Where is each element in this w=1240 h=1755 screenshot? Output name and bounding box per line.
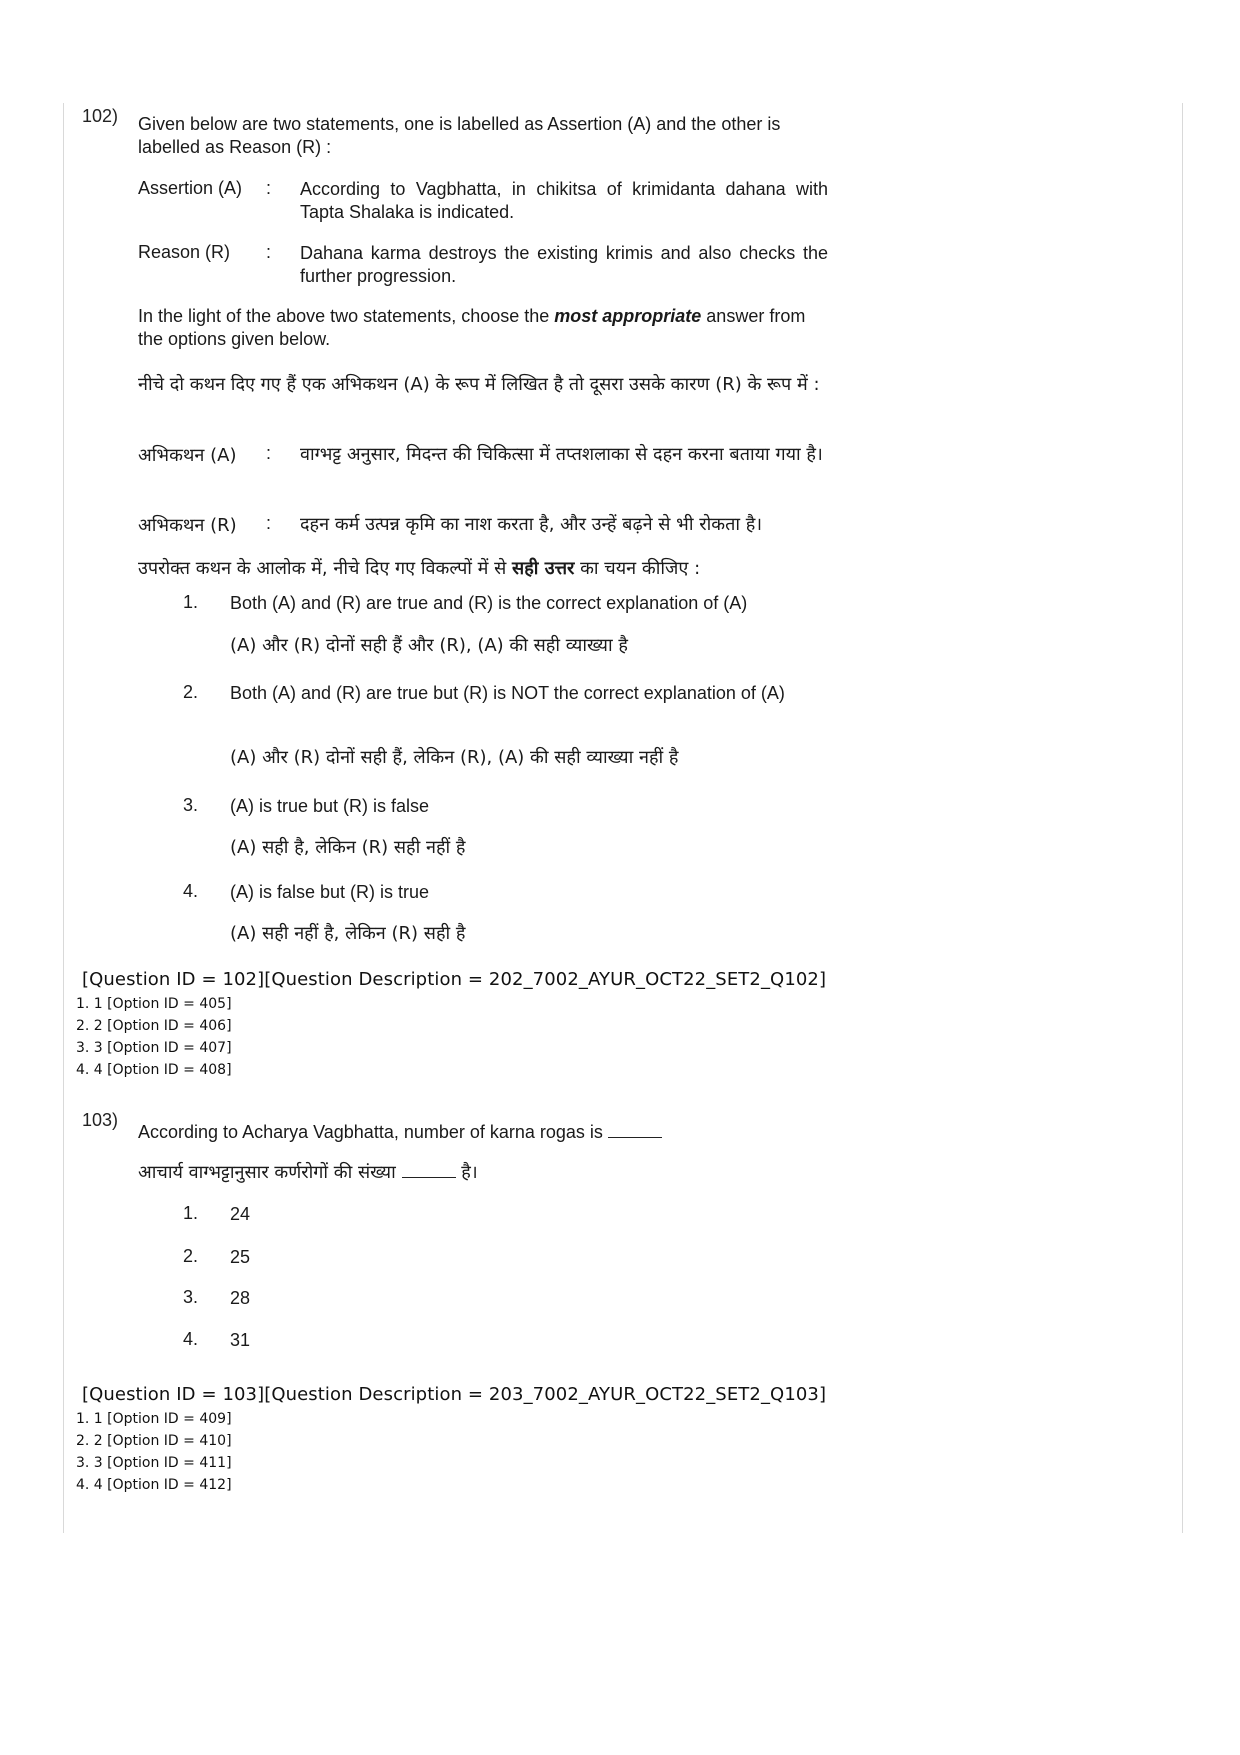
option-id-item: 1. 1 [Option ID = 409] bbox=[76, 1411, 232, 1427]
option-number: 1. bbox=[183, 1203, 199, 1223]
hindi-assertion-label: अभिकथन (A) bbox=[138, 445, 237, 466]
option-number: 4. bbox=[183, 1329, 199, 1349]
answer-blank bbox=[608, 1137, 662, 1138]
hindi-choose-after: का चयन कीजिए : bbox=[574, 558, 701, 579]
option-text-en: Both (A) and (R) are true and (R) is the correct explanation of (A) bbox=[230, 593, 748, 613]
option-text-en: (A) is false but (R) is true bbox=[230, 882, 430, 902]
question-text-hi bbox=[138, 1161, 828, 1184]
choose-instruction bbox=[138, 305, 828, 351]
question-text-hi-before: आचार्य वाग्भट्टानुसार कर्णरोगों की संख्या bbox=[138, 1162, 396, 1183]
question-text-en bbox=[138, 1121, 828, 1144]
answer-blank bbox=[402, 1177, 456, 1178]
option-text: 31 bbox=[230, 1330, 251, 1350]
assertion-label: Assertion (A) bbox=[138, 178, 243, 198]
option-number: 4. bbox=[183, 881, 199, 901]
hindi-assertion-text: वाग्भट्ट अनुसार, मिदन्त की चिकित्सा में तप्तशलाका से दहन करना बताया गया है। bbox=[300, 444, 823, 465]
reason-label: Reason (R) bbox=[138, 242, 231, 262]
option-number: 1. bbox=[183, 592, 199, 612]
choose-before: In the light of the above two statements, choose the bbox=[138, 306, 555, 326]
right-margin-rule bbox=[1182, 103, 1183, 1533]
hindi-reason-text: दहन कर्म उत्पन्न कृमि का नाश करता है, और उन्हें बढ़ने से भी रोकता है। bbox=[300, 514, 763, 535]
option-id-item: 3. 3 [Option ID = 407] bbox=[76, 1040, 232, 1056]
question-text-hi-after: है। bbox=[461, 1162, 478, 1183]
option-id-list bbox=[76, 993, 232, 1081]
option-id-item: 2. 2 [Option ID = 406] bbox=[76, 1018, 232, 1034]
question-number: 103) bbox=[82, 1110, 119, 1130]
hindi-assertion-colon: : bbox=[266, 443, 272, 463]
assertion-colon: : bbox=[266, 178, 272, 198]
option-number: 2. bbox=[183, 1246, 199, 1266]
option-id-item: 3. 3 [Option ID = 411] bbox=[76, 1455, 232, 1471]
option-id-item: 4. 4 [Option ID = 412] bbox=[76, 1477, 232, 1493]
option-text-hi: (A) सही है, लेकिन (R) सही नहीं है bbox=[230, 837, 466, 858]
hindi-reason-label: अभिकथन (R) bbox=[138, 515, 237, 536]
reason-colon: : bbox=[266, 242, 272, 262]
option-number: 3. bbox=[183, 1287, 199, 1307]
question-id-line: [Question ID = 102][Question Description = 202_7002_AYUR_OCT22_SET2_Q102] bbox=[82, 969, 827, 990]
question-id-line: [Question ID = 103][Question Description = 203_7002_AYUR_OCT22_SET2_Q103] bbox=[82, 1384, 827, 1405]
option-text-hi: (A) और (R) दोनों सही हैं और (R), (A) की सही व्याख्या है bbox=[230, 635, 628, 656]
hindi-intro: नीचे दो कथन दिए गए हैं एक अभिकथन (A) के रूप में लिखित है तो दूसरा उसके कारण (R) के रूप में : bbox=[138, 374, 820, 395]
left-margin-rule bbox=[63, 103, 64, 1533]
choose-emphasis: most appropriate bbox=[554, 306, 702, 326]
option-text: 25 bbox=[230, 1247, 251, 1267]
option-text-hi: (A) और (R) दोनों सही हैं, लेकिन (R), (A) की सही व्याख्या नहीं है bbox=[230, 747, 679, 768]
option-text-en: (A) is true but (R) is false bbox=[230, 796, 430, 816]
hindi-choose-before: उपरोक्त कथन के आलोक में, नीचे दिए गए विकल्पों में से bbox=[138, 558, 513, 579]
hindi-reason-colon: : bbox=[266, 513, 272, 533]
question-text-en-body: According to Acharya Vagbhatta, number of karna rogas is bbox=[138, 1122, 603, 1142]
option-text: 28 bbox=[230, 1288, 251, 1308]
option-text-en: Both (A) and (R) are true but (R) is NOT the correct explanation of (A) bbox=[230, 683, 785, 703]
option-id-list bbox=[76, 1408, 232, 1496]
question-intro: Given below are two statements, one is labelled as Assertion (A) and the other is labelled as Reason (R) : bbox=[138, 114, 781, 157]
hindi-choose-emphasis: सही उत्तर bbox=[512, 558, 575, 579]
option-number: 3. bbox=[183, 795, 199, 815]
choose-after: answer from the options given below. bbox=[138, 306, 806, 349]
hindi-choose-instruction bbox=[138, 557, 828, 580]
option-text-hi: (A) सही नहीं है, लेकिन (R) सही है bbox=[230, 923, 466, 944]
option-id-item: 2. 2 [Option ID = 410] bbox=[76, 1433, 232, 1449]
option-text: 24 bbox=[230, 1204, 251, 1224]
option-number: 2. bbox=[183, 682, 199, 702]
option-id-item: 1. 1 [Option ID = 405] bbox=[76, 996, 232, 1012]
reason-text: Dahana karma destroys the existing krimis and also checks the further progression. bbox=[300, 243, 828, 286]
option-id-item: 4. 4 [Option ID = 408] bbox=[76, 1062, 232, 1078]
assertion-text: According to Vagbhatta, in chikitsa of krimidanta dahana with Tapta Shalaka is indicated. bbox=[300, 179, 828, 222]
question-number: 102) bbox=[82, 106, 119, 126]
